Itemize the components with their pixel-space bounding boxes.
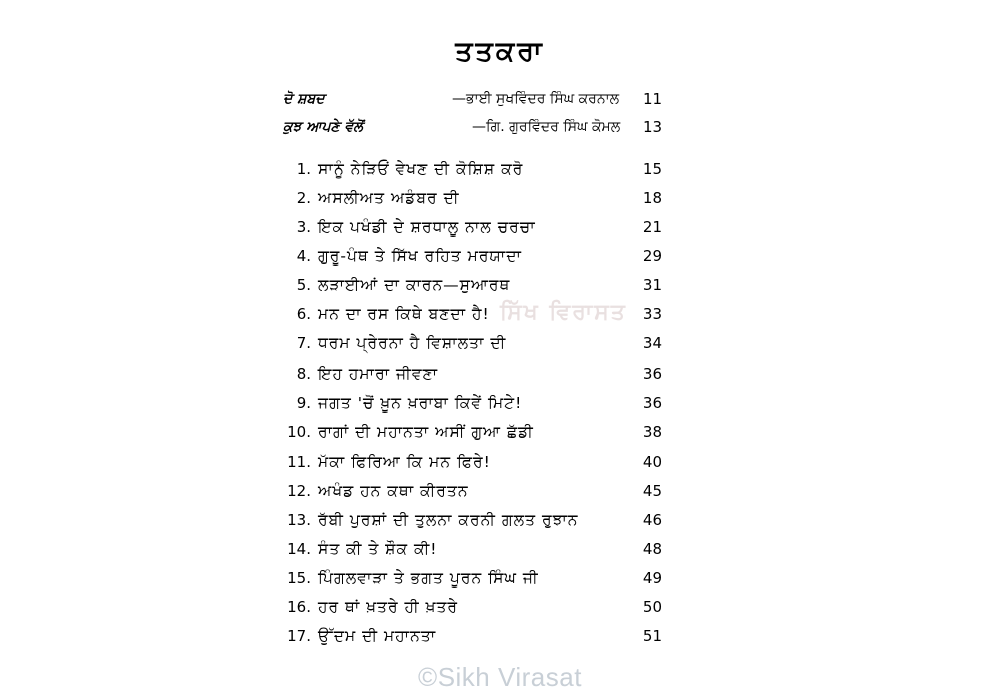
stamp-watermark: ਸਿੱਖ ਵਿਰਾਸਤ — [500, 300, 627, 325]
chapter-title: ਸੰਤ ਕੀ ਤੇ ਸ਼ੌਕ ਕੀ! — [318, 540, 438, 558]
chapter-number: 5. — [296, 276, 311, 294]
preface-title: ਕੁਝ ਆਪਣੇ ਵੱਲੋਂ — [283, 119, 363, 135]
copyright-watermark: ©Sikh Virasat — [418, 662, 582, 692]
chapter-page: 31 — [642, 276, 662, 294]
chapter-page: 33 — [642, 305, 662, 323]
chapter-number: 7. — [296, 334, 311, 352]
chapter-title: ਸਾਨੂੰ ਨੇੜਿਓਂ ਵੇਖਣ ਦੀ ਕੋਸ਼ਿਸ਼ ਕਰੋ — [318, 160, 524, 178]
chapter-title: ਇਕ ਪਖੰਡੀ ਦੇ ਸ਼ਰਧਾਲੂ ਨਾਲ ਚਰਚਾ — [318, 218, 536, 236]
chapter-number: 15. — [287, 569, 311, 587]
preface-page: 11 — [643, 90, 663, 108]
chapter-page: 49 — [642, 569, 662, 587]
chapter-title: ਧਰਮ ਪ੍ਰੇਰਨਾ ਹੈ ਵਿਸ਼ਾਲਤਾ ਦੀ — [318, 334, 507, 352]
preface-page: 13 — [643, 118, 663, 136]
chapter-number: 6. — [296, 305, 311, 323]
chapter-page: 18 — [642, 189, 662, 207]
chapter-page: 46 — [642, 511, 662, 529]
chapter-title: ਪਿੰਗਲਵਾੜਾ ਤੇ ਭਗਤ ਪੂਰਨ ਸਿੰਘ ਜੀ — [318, 569, 539, 587]
chapter-page: 48 — [642, 540, 662, 558]
chapter-page: 45 — [642, 482, 662, 500]
chapter-title: ਅਸਲੀਅਤ ਅਡੰਬਰ ਦੀ — [318, 189, 460, 207]
preface-author: —ਗਿ. ਗੁਰਵਿੰਦਰ ਸਿੰਘ ਕੋਮਲ — [472, 119, 621, 135]
chapter-page: 15 — [642, 160, 662, 178]
preface-title: ਦੋ ਸ਼ਬਦ — [283, 91, 325, 107]
chapter-title: ਇਹ ਹਮਾਰਾ ਜੀਵਣਾ — [318, 365, 439, 383]
chapter-title: ਹਰ ਥਾਂ ਖ਼ਤਰੇ ਹੀ ਖ਼ਤਰੇ — [318, 598, 459, 616]
chapter-title: ਗੁਰੂ-ਪੰਥ ਤੇ ਸਿੱਖ ਰਹਿਤ ਮਰਯਾਦਾ — [318, 247, 522, 265]
chapter-title: ਉੱਦਮ ਦੀ ਮਹਾਨਤਾ — [318, 627, 437, 645]
chapter-number: 4. — [296, 247, 311, 265]
chapter-number: 9. — [296, 394, 311, 412]
chapter-page: 29 — [642, 247, 662, 265]
chapter-page: 21 — [642, 218, 662, 236]
chapter-title: ਰੱਬੀ ਪੁਰਸ਼ਾਂ ਦੀ ਤੁਲਨਾ ਕਰਨੀ ਗਲਤ ਰੁਝਾਨ — [318, 511, 579, 529]
chapter-title: ਮਨ ਦਾ ਰਸ ਕਿਥੇ ਬਣਦਾ ਹੈ! — [318, 305, 490, 323]
preface-author: —ਭਾਈ ਸੁਖਵਿੰਦਰ ਸਿੰਘ ਕਰਨਾਲ — [452, 91, 620, 107]
chapter-number: 12. — [287, 482, 311, 500]
chapter-title: ਮੱਕਾ ਫਿਰਿਆ ਕਿ ਮਨ ਫਿਰੇ! — [318, 453, 491, 471]
chapter-title: ਜਗਤ 'ਚੋਂ ਖ਼ੂਨ ਖ਼ਰਾਬਾ ਕਿਵੇਂ ਮਿਟੇ! — [318, 394, 523, 412]
chapter-number: 13. — [287, 511, 311, 529]
chapter-number: 3. — [296, 218, 311, 236]
chapter-title: ਲੜਾਈਆਂ ਦਾ ਕਾਰਨ—ਸੁਆਰਥ — [318, 276, 511, 294]
chapter-page: 36 — [642, 365, 662, 383]
page-title: ਤਤਕਰਾ — [455, 36, 545, 67]
chapter-number: 1. — [296, 160, 311, 178]
chapter-page: 50 — [642, 598, 662, 616]
chapter-number: 16. — [287, 598, 311, 616]
chapter-page: 34 — [642, 334, 662, 352]
chapter-number: 14. — [287, 540, 311, 558]
chapter-number: 2. — [296, 189, 311, 207]
chapter-page: 36 — [642, 394, 662, 412]
chapter-title: ਰਾਗਾਂ ਦੀ ਮਹਾਨਤਾ ਅਸੀਂ ਗੁਆ ਛੱਡੀ — [318, 423, 534, 441]
chapter-page: 40 — [642, 453, 662, 471]
chapter-title: ਅਖੰਡ ਹਨ ਕਥਾ ਕੀਰਤਨ — [318, 482, 469, 500]
chapter-number: 10. — [287, 423, 311, 441]
chapter-page: 38 — [642, 423, 662, 441]
chapter-page: 51 — [642, 627, 662, 645]
chapter-number: 11. — [287, 453, 311, 471]
chapter-number: 17. — [287, 627, 311, 645]
chapter-number: 8. — [296, 365, 311, 383]
